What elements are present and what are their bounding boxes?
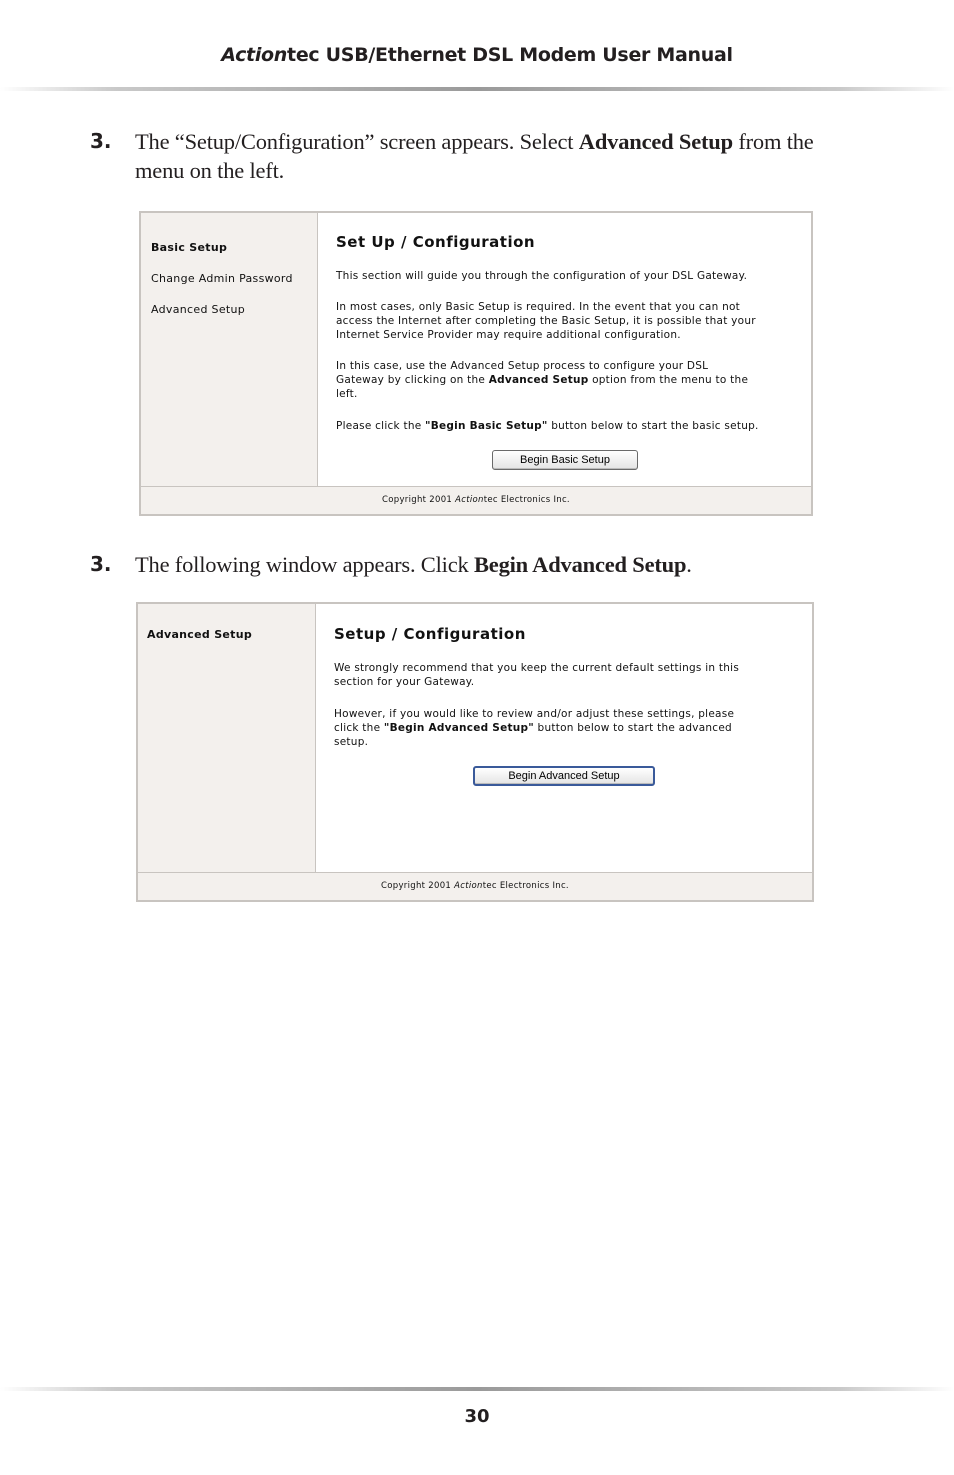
sidebar-menu: [138, 604, 316, 872]
begin-basic-setup-button[interactable]: Begin Basic Setup: [492, 450, 638, 470]
step-text-bold: Begin Advanced Setup: [473, 552, 687, 577]
running-header: [0, 44, 954, 66]
text-line: Internet Service Provider may require additional configuration.: [336, 329, 681, 341]
intro-text: This section will guide you through the configuration of your DSL Gateway.: [336, 270, 748, 282]
main-panel: [316, 604, 812, 872]
sidebar-item-advanced-setup[interactable]: Advanced Setup: [147, 628, 253, 641]
step-text: [135, 550, 860, 579]
panel-title: Setup / Configuration: [334, 625, 526, 643]
text-part: button below to start the advanced: [533, 722, 732, 734]
step-text-part: The following window appears. Click: [135, 552, 474, 577]
click-instruction: [336, 419, 759, 433]
step-text: [135, 127, 860, 185]
recommendation-text: [334, 661, 739, 689]
footer-rule: [0, 1387, 954, 1391]
step-number: 3.: [90, 129, 112, 153]
step-text-part: from the menu on the left.: [135, 129, 814, 183]
text-part: Copyright 2001: [382, 495, 456, 505]
sidebar-item-basic-setup[interactable]: Basic Setup: [151, 241, 228, 254]
sidebar-item-change-admin-password[interactable]: Change Admin Password: [151, 272, 293, 285]
text-part: Please click the: [336, 420, 426, 432]
begin-advanced-setup-button[interactable]: Begin Advanced Setup: [473, 766, 655, 786]
text-line: However, if you would like to review and/or adjust these settings, please: [334, 708, 735, 720]
main-panel: [318, 213, 811, 486]
advanced-setup-note: [336, 359, 748, 401]
text-part: option from the menu to the: [588, 374, 749, 386]
text-part: tec Electronics Inc.: [482, 881, 569, 891]
text-line: access the Internet after completing the Basic Setup, it is possible that your: [336, 315, 756, 327]
step-number: 3.: [90, 552, 112, 576]
step-instruction-1: [90, 127, 860, 187]
step-text-bold: Advanced Setup: [578, 129, 733, 154]
page-number: 30: [464, 1406, 490, 1427]
step-text-part: The “Setup/Configuration” screen appears. Select: [135, 129, 579, 154]
text-part: Gateway by clicking on the: [336, 374, 489, 386]
step-instruction-2: [90, 550, 860, 580]
panel-title: Set Up / Configuration: [336, 233, 536, 251]
text-line: setup.: [334, 736, 369, 748]
text-line: In most cases, only Basic Setup is required. In the event that you can not: [336, 301, 741, 313]
text-line: In this case, use the Advanced Setup process to configure your DSL: [336, 360, 709, 372]
step-text-part: .: [686, 552, 692, 577]
text-line: [334, 721, 734, 735]
text-bold: Advanced Setup: [488, 374, 589, 386]
header-title: tec USB/Ethernet DSL Modem User Manual: [287, 44, 733, 66]
text-line: left.: [336, 388, 358, 400]
text-line: section for your Gateway.: [334, 676, 475, 688]
text-part: Copyright 2001: [381, 881, 455, 891]
footer-brand: Action: [454, 881, 483, 891]
basic-setup-note: [336, 300, 756, 342]
header-rule: [0, 87, 954, 91]
screenshot-advanced-setup: [136, 602, 814, 902]
sidebar-item-advanced-setup[interactable]: Advanced Setup: [151, 303, 246, 316]
header-brand: Action: [221, 44, 288, 66]
text-part: click the: [334, 722, 384, 734]
text-line: [336, 373, 748, 387]
review-settings-text: [334, 707, 734, 749]
copyright-footer: [141, 486, 811, 514]
screenshot-setup-configuration: [139, 211, 813, 516]
text-part: button below to start the basic setup.: [547, 420, 759, 432]
text-bold: "Begin Basic Setup": [425, 420, 548, 432]
text-bold: "Begin Advanced Setup": [383, 722, 534, 734]
text-part: tec Electronics Inc.: [483, 495, 570, 505]
sidebar-menu: [141, 213, 318, 486]
footer-brand: Action: [455, 495, 484, 505]
text-line: We strongly recommend that you keep the current default settings in this: [334, 662, 740, 674]
copyright-footer: [138, 872, 812, 900]
